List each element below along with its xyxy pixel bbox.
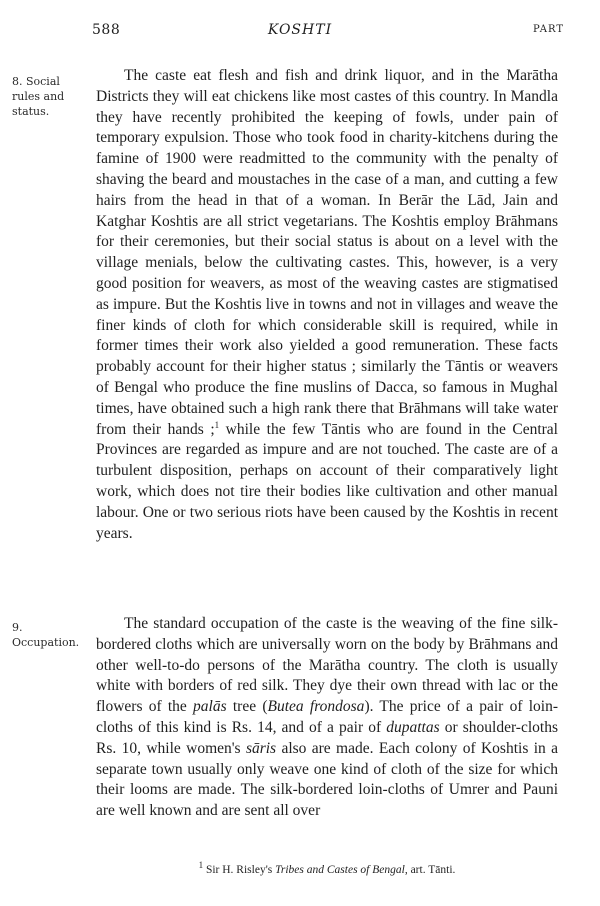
paragraph-text: while the few Tāntis who are found in the Central Provinces are regarded as impure and are not touched. The caste are of a turbulent disposition, perhaps on account of their comparatively light work, which does not tire their bodies like cultivation and other manual labour. One or two serious riots have been caused by the Koshtis in recent years. xyxy=(96,420,558,542)
paragraph-text: also are made. Each colony of Koshtis in a separate town usually only weave one kind of cloth of the size for which their looms are made. The silk-bordered loin-cloths of Umrer and Pauni are well known and are sent all over xyxy=(96,739,558,820)
running-head xyxy=(0,22,600,42)
italic-term: dupattas xyxy=(386,718,440,736)
footnote-reference: 1 xyxy=(214,419,220,430)
paragraph-social-rules xyxy=(96,66,558,544)
running-title: KOSHTI xyxy=(267,22,333,38)
paragraph-text: The caste eat flesh and fish and drink liquor, and in the Marātha Districts they will eat chickens like most castes of this country. In Mandla they have recently prohibited the keeping of fowls, under pain of temporary expulsion. Those who took food in charity-kitchens during the famine of 1900 were readmitted to the community with the penalty of shaving the beard and moustaches in the case of a man, and cutting a few hairs from the head in that of a woman. In Berār the Lād, Jain and Katghar Koshtis are all strict vegetarians. The Koshtis employ Brāhmans for their ceremonies, but their social status is about on a level with the village menials, below the cultivating castes. This, however, is a very good position for weavers, as most of the weaving castes are stigmatised as impure. But the Koshtis live in towns and not in villages and weave the finer kinds of cloth for which considerable skill is required, while in former times their work also yielded a good remuneration. These facts probably account for their higher status ; similarly the Tāntis or weavers of Bengal who produce the fine muslins of Dacca, so famous in Mughal times, have obtained such a high rank there that Brāhmans will take water from their hands ; xyxy=(96,67,558,438)
margin-note-social-rules: 8. Social rules and status. xyxy=(12,75,65,118)
margin-note-occupation: 9. Occupation. xyxy=(12,621,80,649)
page-number: 588 xyxy=(92,22,121,38)
footnote-marker: 1 xyxy=(198,860,204,871)
paragraph-text: tree ( xyxy=(226,698,268,716)
footnote-text: , art. Tānti. xyxy=(404,864,456,876)
footnote-book-title: Tribes and Castes of Bengal xyxy=(275,864,405,876)
part-label: PART xyxy=(532,24,564,35)
paragraph-occupation xyxy=(96,614,558,822)
italic-term: Butea frondosa xyxy=(267,698,365,716)
footnote-text: Sir H. Risley's xyxy=(203,864,276,876)
paragraph-text: or shoulder-cloths Rs. 10, while women's xyxy=(96,718,558,757)
paragraph-text: ). The price of a pair of loin-cloths of this kind is Rs. 14, and of a pair of xyxy=(96,698,558,736)
italic-term: sāris xyxy=(245,739,277,757)
italic-term: palās xyxy=(193,698,227,716)
footnote xyxy=(96,860,558,876)
paragraph-text: The standard occupation of the caste is the weaving of the fine silk-bordered cloths which are universally worn on the body by Brāhmans and other well-to-do persons of the Marātha country. The cloth is usually white with borders of red silk. They dye their own thread with lac or the flowers of the xyxy=(96,615,558,716)
